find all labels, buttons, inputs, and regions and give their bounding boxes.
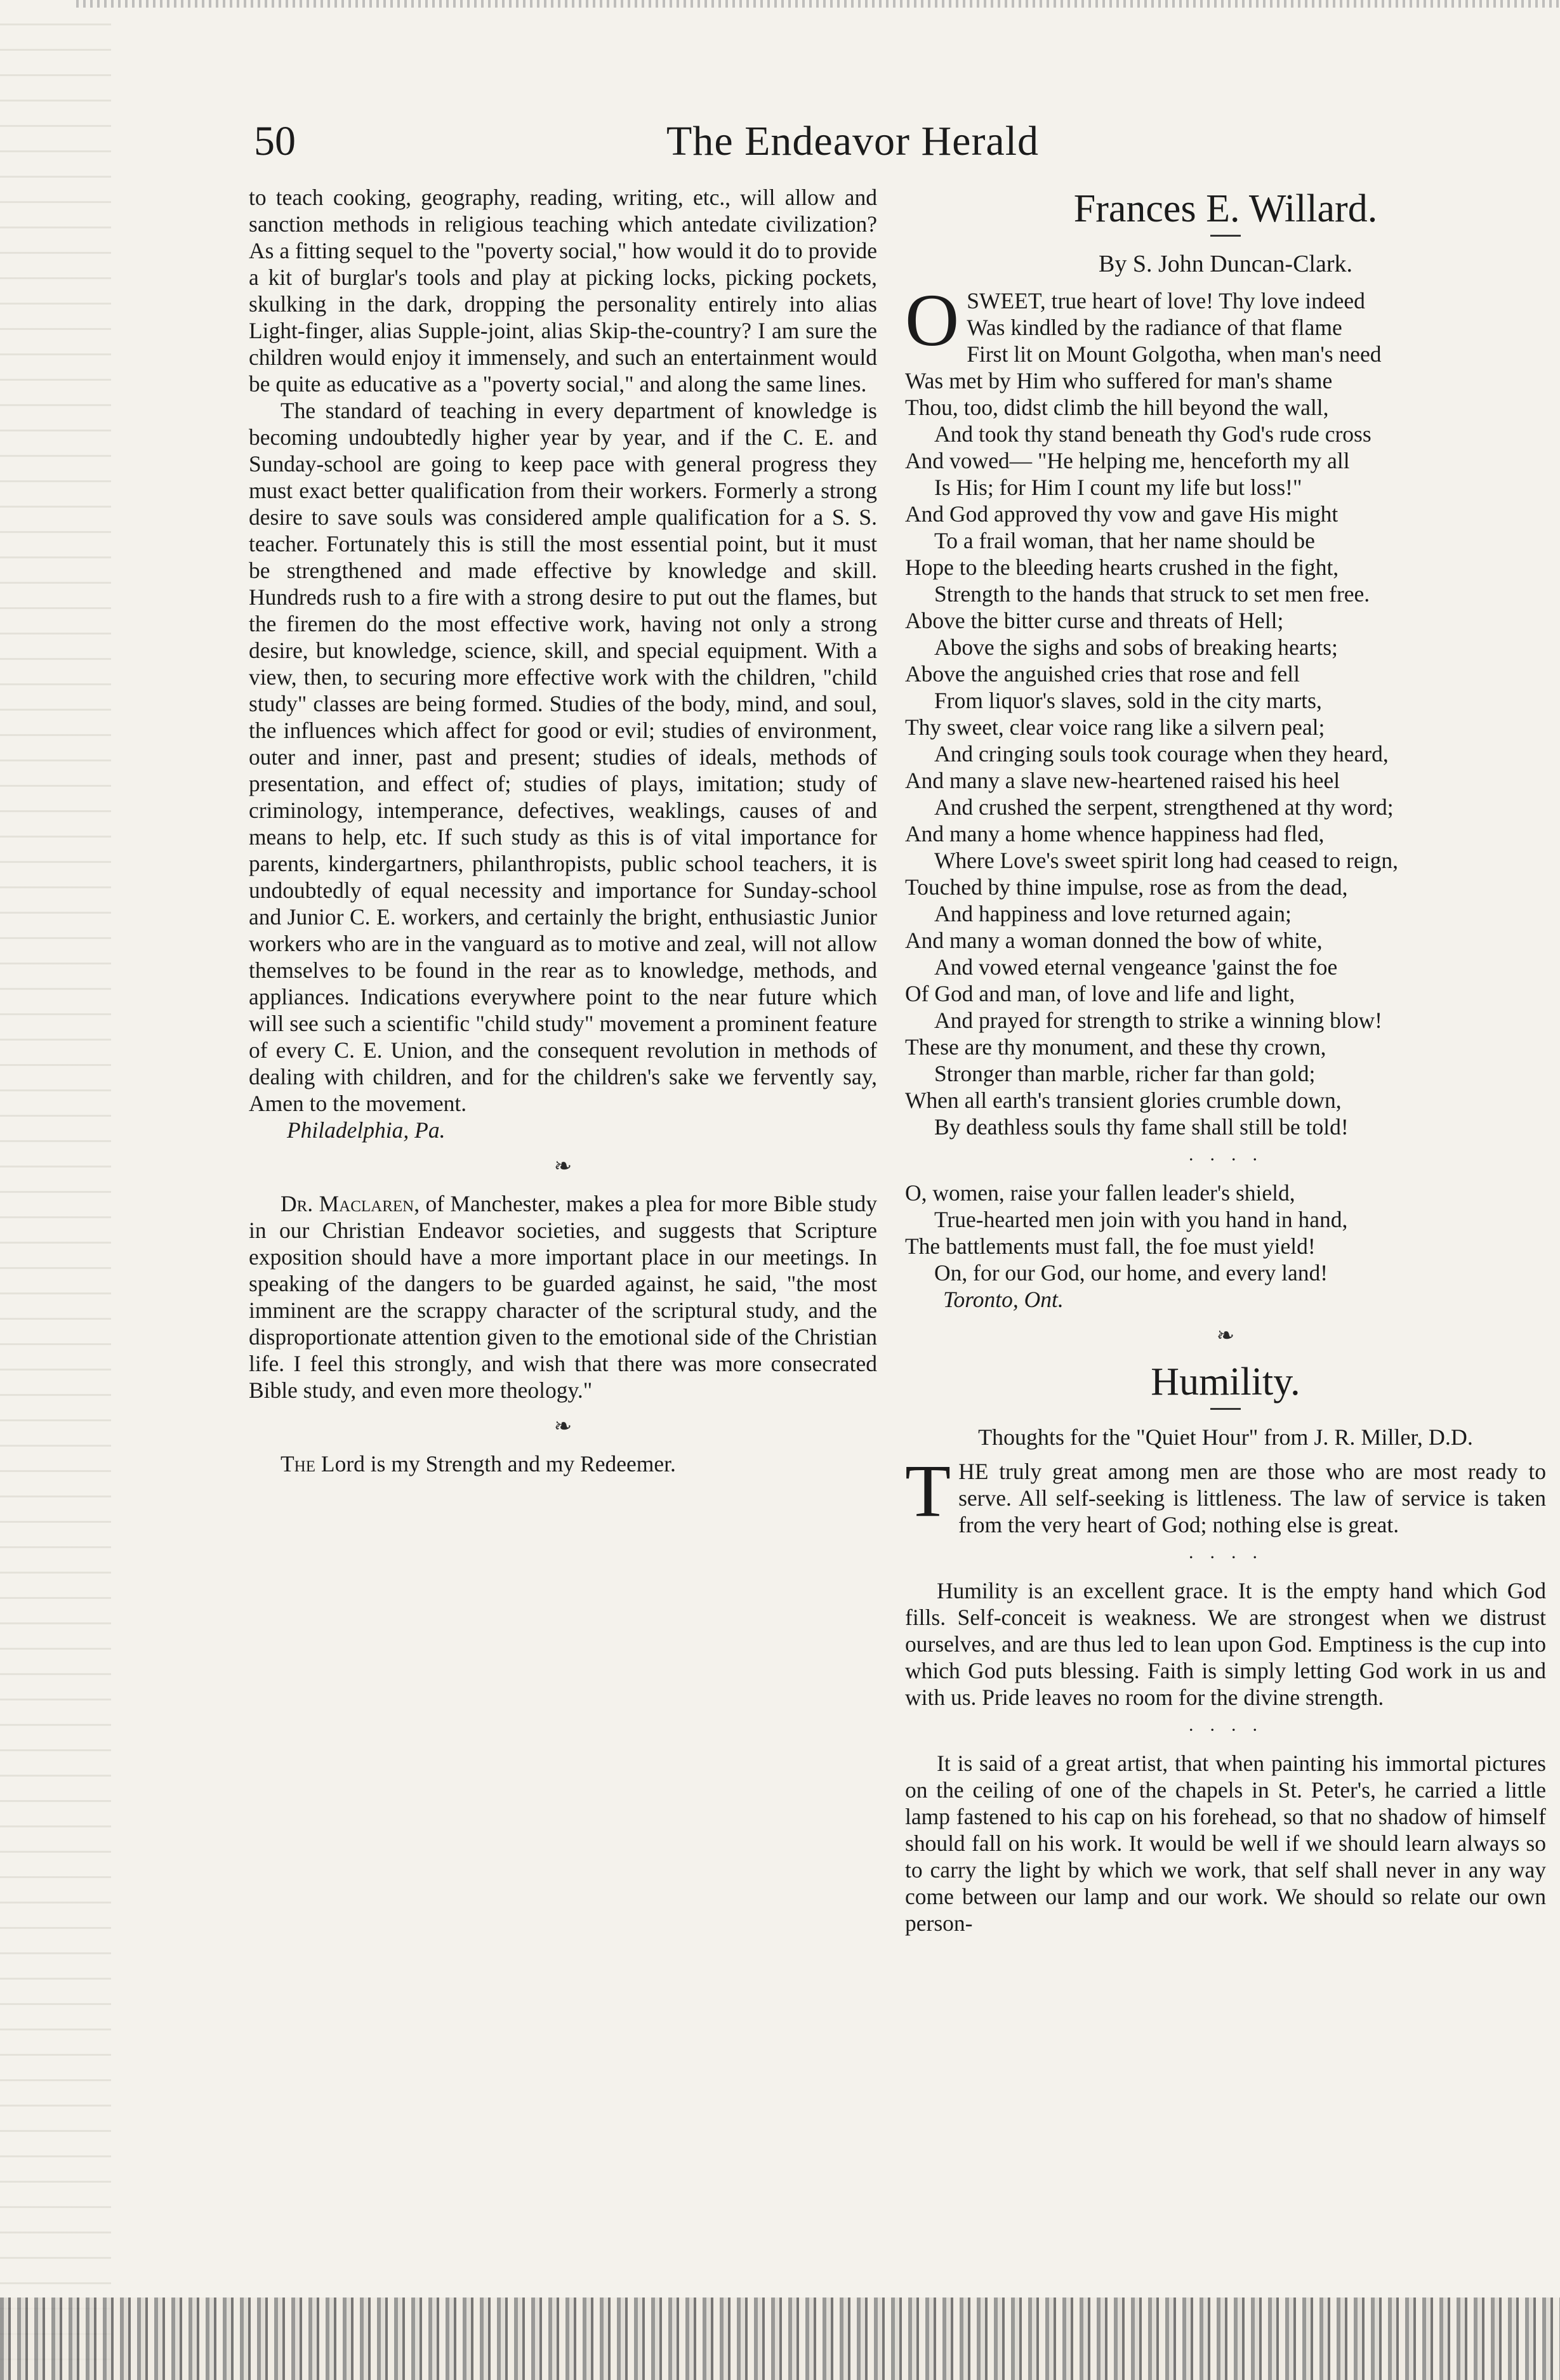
poem-line: Thou, too, didst climb the hill beyond the wall,: [905, 395, 1329, 420]
poem-body: [905, 394, 1546, 1140]
section-dots: · · · ·: [1187, 1149, 1264, 1170]
poem-opening: [905, 279, 1546, 394]
poem-line: And cringing souls took courage when they heard,: [934, 741, 1389, 766]
fleuron-icon: ❧: [553, 1415, 572, 1438]
article-paragraph: The standard of teaching in every department of knowledge is becoming undoubtedly higher year by year, and if the C. E. and Sunday-school are going to keep pace with general progress they must exact better qualification from their workers. Formerly a strong desire to save souls was considered ample qualification for a S. S. teacher. Fortunately this is still the most essential point, but it must be strengthened and made effective by knowledge and skill. Hundreds rush to a fire with a strong desire to put out the flames, but the firemen do the most effective work, having not only a strong desire, but knowledge, science, skill, and special equipment. With a view, then, to securing more effective work with the children, "child study" classes are being formed. Studies of the body, mind, and soul, the influences which affect for good or evil; studies of environment, outer and inner, past and present; studies of ideals, methods of presentation, and effect of; studies of plays, imitation; study of criminology, intemperance, defectives, weaklings, causes of and means to help, etc. If such study as this is of vital importance for parents, kindergartners, philanthropists, public school teachers, it is undoubtedly of equal necessity and importance for Sunday-school and Junior C. E. workers, and certainly the bright, enthusiastic Junior workers who are in the vanguard as to motive and zeal, will not allow themselves to be found in the rear as to knowledge, methods, and appliances. Indications everywhere point to the near future which will see such a scientific "child study" movement a prominent feature of every C. E. Union, and the consequent revolution in methods of dealing with children, and for the children's sake we fervently say, Amen to the movement.: [249, 398, 877, 1116]
poem-line: On, for our God, our home, and every land!: [934, 1260, 1328, 1285]
poem-line: Was kindled by the radiance of that flame: [967, 315, 1342, 340]
poem-line: O, women, raise your fallen leader's shield,: [905, 1180, 1295, 1206]
humility-opening: [905, 1449, 1546, 1538]
poem-line: First lit on Mount Golgotha, when man's need: [967, 341, 1382, 367]
poem-place: Toronto, Ont.: [943, 1287, 1064, 1312]
poem-line: Was met by Him who suffered for man's shame: [905, 368, 1333, 393]
left-column: [249, 184, 877, 1477]
poem-line: The battlements must fall, the foe must yield!: [905, 1233, 1316, 1259]
poem-line: And vowed— "He helping me, henceforth my all: [905, 448, 1350, 473]
poem-line: And many a woman donned the bow of white,: [905, 928, 1323, 953]
page-header: [0, 117, 1560, 174]
poem-line: Above the anguished cries that rose and fell: [905, 661, 1300, 687]
poem-line: True-hearted men join with you hand in hand,: [934, 1207, 1348, 1232]
poem-line: To a frail woman, that her name should be: [934, 528, 1315, 553]
lead-word: The: [281, 1451, 316, 1476]
poem-byline: By S. John Duncan-Clark.: [1098, 251, 1353, 277]
paragraph-text: Lord is my Strength and my Redeemer.: [315, 1451, 676, 1476]
paragraph-text: of Manchester, makes a plea for more Bible study in our Christian Endeavor societies, and suggests that Scripture exposition should have a more important place in our meetings. In speaking of the dangers to be guarded against, he said, "the most imminent are the scrappy character of the scriptural study, and the disproportionate attention given to the emotional side of the Christian life. I feel this strongly, and wish that there was more consecrated Bible study, and even more theology.": [249, 1191, 877, 1403]
poem-line: Is His; for Him I count my life but loss!": [934, 475, 1302, 500]
poem-line: SWEET, true heart of love! Thy love indeed: [967, 288, 1365, 313]
poem-line: From liquor's slaves, sold in the city marts,: [934, 688, 1322, 713]
scan-edge-left: [0, 0, 111, 2380]
drop-cap: O: [905, 279, 960, 362]
article-paragraph: to teach cooking, geography, reading, writing, etc., will allow and sanction methods in religious teaching which antedate civilization? As a fitting sequel to the "poverty social," how would it do to provide a kit of burglar's tools and play at picking locks, picking pockets, skulking in the dark, dropping the personality entirely into alias Light-finger, alias Supple-joint, alias Skip-the-country? I am sure the children would enjoy it immensely, and such an entertainment would be quite as educative as a "poverty social," and along the same lines.: [249, 185, 877, 397]
drop-cap: T: [905, 1449, 951, 1532]
article-paragraph: Humility is an excellent grace. It is the empty hand which God fills. Self-conceit is weakness. We are strongest when we distrust ourselves, and are thus led to lean upon God. Emptiness is the cup into which God puts blessing. Faith is simply letting God work in us and with us. Pride leaves no room for the divine strength.: [905, 1578, 1546, 1710]
signoff-place: Philadelphia, Pa.: [287, 1117, 446, 1143]
poem-line: Strength to the hands that struck to set men free.: [934, 581, 1370, 607]
poem-line: Stronger than marble, richer far than gold;: [934, 1061, 1316, 1086]
article-paragraph: HE truly great among men are those who are most ready to serve. All self-seeking is littleness. The law of service is taken from the very heart of God; nothing else is great.: [958, 1459, 1546, 1537]
poem-line: Touched by thine impulse, rose as from the dead,: [905, 874, 1348, 900]
poem-line: And many a slave new-heartened raised his heel: [905, 768, 1340, 793]
poem-line: These are thy monument, and these thy crown,: [905, 1034, 1326, 1060]
poem-line: And took thy stand beneath thy God's rude cross: [934, 421, 1372, 447]
title-rule: [1210, 235, 1241, 237]
scan-edge-bottom: [0, 2298, 1560, 2380]
fleuron-icon: ❧: [553, 1155, 572, 1178]
poem-line: By deathless souls thy fame shall still be told!: [934, 1114, 1349, 1140]
article-paragraph: It is said of a great artist, that when painting his immortal pictures on the ceiling of one of the chapels in St. Peter's, he carried a little lamp fastened to his cap on his forehead, so that no shadow of himself should fall on his work. It would be well if we should learn always so to carry the light by which we work, that self shall never in any way come between our lamp and our work. We should so relate our own person-: [905, 1751, 1546, 1936]
poem-line: Of God and man, of love and life and light,: [905, 981, 1295, 1006]
poem-line: Thy sweet, clear voice rang like a silvern peal;: [905, 714, 1325, 740]
running-title: The Endeavor Herald: [666, 118, 1040, 164]
poem-line: Above the sighs and sobs of breaking hearts;: [934, 634, 1338, 660]
poem-final-stanza: [905, 1180, 1546, 1286]
poem-line: And many a home whence happiness had fled,: [905, 821, 1325, 846]
poem-line: Above the bitter curse and threats of Hell;: [905, 608, 1284, 633]
poem-line: And happiness and love returned again;: [934, 901, 1292, 926]
poem-line: When all earth's transient glories crumble down,: [905, 1088, 1342, 1113]
poem-line: And vowed eternal vengeance 'gainst the foe: [934, 954, 1338, 980]
poem-title: Frances E. Willard.: [1073, 187, 1378, 230]
maclaren-paragraph: [249, 1190, 877, 1404]
poem-line: Where Love's sweet spirit long had ceased to reign,: [934, 848, 1398, 873]
lead-words: Dr. Maclaren,: [281, 1191, 420, 1216]
title-rule: [1210, 1408, 1241, 1410]
poem-line: Hope to the bleeding hearts crushed in the fight,: [905, 555, 1339, 580]
lord-line: [249, 1450, 877, 1477]
poem-line: And God approved thy vow and gave His might: [905, 501, 1339, 527]
humility-subtitle: Thoughts for the "Quiet Hour" from J. R. Miller, D.D.: [978, 1424, 1473, 1450]
humility-title: Humility.: [1151, 1360, 1300, 1404]
right-column: [905, 184, 1546, 1936]
section-dots: · · · ·: [1187, 1547, 1264, 1568]
section-dots: · · · ·: [1187, 1719, 1264, 1740]
scan-edge-top: [76, 0, 1560, 8]
poem-line: And prayed for strength to strike a winning blow!: [934, 1008, 1382, 1033]
page-number: 50: [254, 118, 296, 164]
fleuron-icon: ❧: [1216, 1324, 1235, 1348]
poem-line: And crushed the serpent, strengthened at thy word;: [934, 794, 1394, 820]
